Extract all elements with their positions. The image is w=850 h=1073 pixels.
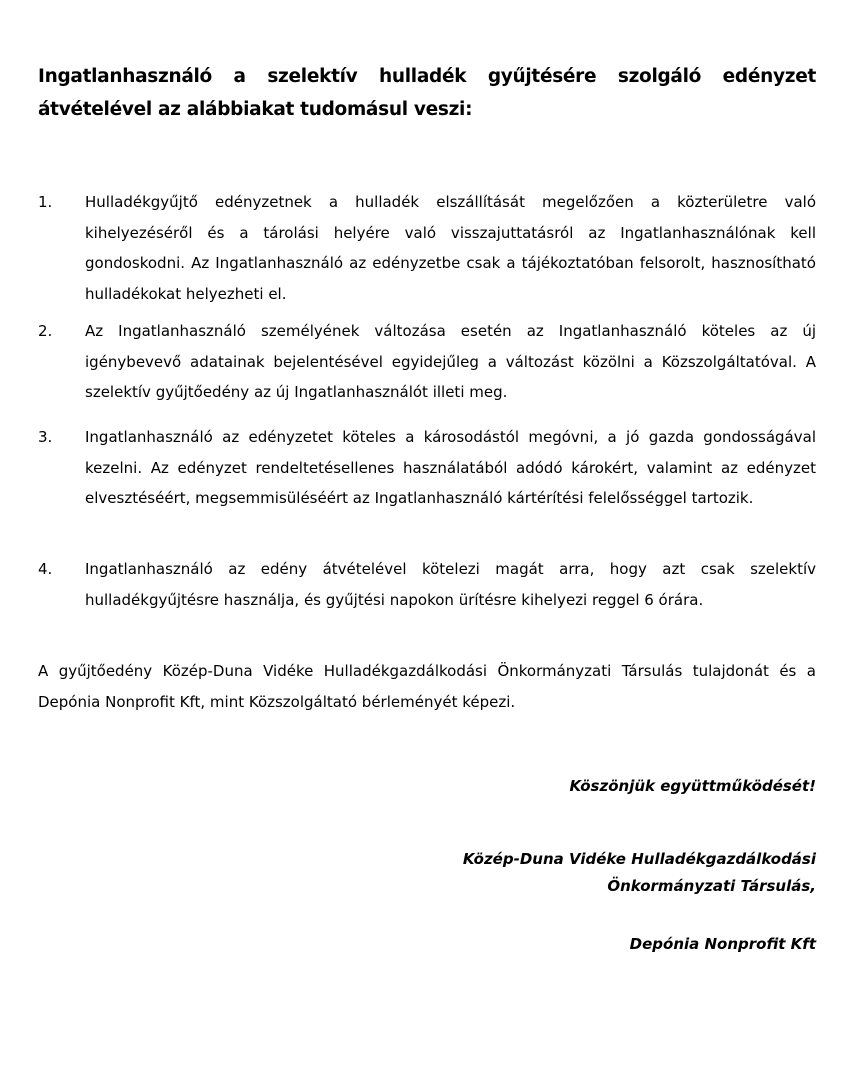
signature-line: Önkormányzati Társulás,	[607, 877, 816, 895]
list-item-number: 3.	[38, 428, 53, 446]
list-item	[38, 554, 816, 615]
list-item-number: 1.	[38, 193, 53, 211]
list-item	[38, 422, 816, 514]
ownership-paragraph: A gyűjtőedény Közép-Duna Vidéke Hulladékgazdálkodási Önkormányzati Társulás tulajdonát és a Depónia Nonprofit Kft, mint Közszolgáltató bérleményét képezi.	[38, 662, 816, 711]
list-item-text: Ingatlanhasználó az edény átvételével kötelezi magát arra, hogy azt csak szelektív hulladékgyűjtésre használja, és gyűjtési napokon ürítésre kihelyezi reggel 6 órára.	[85, 560, 816, 609]
document-heading: Ingatlanhasználó a szelektív hulladék gyűjtésére szolgáló edényzet átvételével az alábbiakat tudomásul veszi:	[38, 66, 816, 120]
thanks-line: Köszönjük együttműködését!	[569, 777, 816, 795]
list-item	[38, 187, 816, 309]
list-item-text: Hulladékgyűjtő edényzetnek a hulladék elszállítását megelőzően a közterületre való kihelyezéséről és a tárolási helyére való visszajuttatásról az Ingatlanhasználónak kell gondoskodni. Az Ingatlanhasználó az edényzetbe csak a tájékoztatóban felsorolt, hasznosítható hulladékokat helyezheti el.	[85, 193, 816, 303]
list-item-text: Az Ingatlanhasználó személyének változása esetén az Ingatlanhasználó köteles az új igénybevevő adatainak bejelentésével egyidejűleg a változást közölni a Közszolgáltatóval. A szelektív gyűjtőedény az új Ingatlanhasználót illeti meg.	[85, 322, 816, 401]
signature-line: Közép-Duna Vidéke Hulladékgazdálkodási	[462, 850, 816, 868]
signature-organization	[463, 846, 816, 900]
list-item	[38, 316, 816, 408]
list-item-number: 2.	[38, 322, 53, 340]
signature-company: Depónia Nonprofit Kft	[629, 935, 816, 953]
list-item-number: 4.	[38, 560, 53, 578]
list-item-text: Ingatlanhasználó az edényzetet köteles a károsodástól megóvni, a jó gazda gondosságával kezelni. Az edényzet rendeltetésellenes használatából adódó károkért, valamint az edényzet elvesztéséért, megsemmisüléséért az Ingatlanhasználó kártérítési felelősséggel tartozik.	[85, 428, 816, 507]
